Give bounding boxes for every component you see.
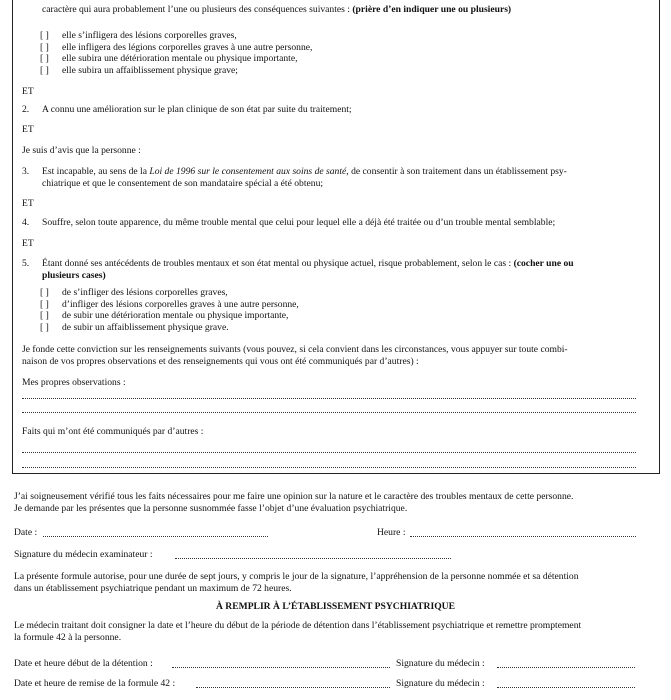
checkbox-item[interactable]: [ ] elle subira un affaiblissement physique grave; [40,65,238,77]
hospital-paragraph: Le médecin traitant doit consigner la date et l’heure du début de la période de détention dans l’établissement psychiatrique et remettre promptement la formule 42 à la personne. [14,620,582,643]
others-facts-label: Faits qui m’ont été communiqués par d’autres : [22,426,204,437]
item-5: 5. Étant donné ses antécédents de troubles mentaux et son état mental ou physique actuel, risque probablement, selon le cas : (cocher une ou plusieurs cases) [22,258,574,281]
observation-line-1[interactable] [22,398,636,399]
remise-label: Date et heure de remise de la formule 42 : [14,678,176,689]
et-label: ET [22,198,34,209]
date-label: Date : [14,527,38,538]
checkbox-item[interactable]: [ ] elle infligera des légions corporelles graves à une autre personne, [40,41,313,53]
opinion-line: Je suis d’avis que la personne : [22,145,141,156]
observation-line-2[interactable] [22,412,636,413]
checkbox-item[interactable]: [ ] de subir une détérioration mentale ou physique importante, [40,310,289,322]
detention-field[interactable] [172,667,390,668]
hour-field[interactable] [410,536,636,537]
et-label: ET [22,238,34,249]
checkbox-item[interactable]: [ ] elle subira une détérioration mentale ou physique importante, [40,53,298,65]
item-4: 4. Souffre, selon toute apparence, du même trouble mental que celui pour lequel elle a déjà été traitée ou d’un trouble mental semblable; [22,217,556,228]
signature-label: Signature du médecin examinateur : [14,549,153,560]
consequence-list-b [40,287,299,334]
checkbox-item[interactable]: [ ] de subir un affaiblissement physique grave. [40,322,229,334]
checkbox-item[interactable]: [ ] d’infliger des lésions corporelles graves à une autre personne, [40,298,299,310]
section-title: À REMPLIR À L’ÉTABLISSEMENT PSYCHIATRIQUE [215,601,455,612]
doctor-signature-field-2[interactable] [497,687,635,688]
remise-field[interactable] [196,687,390,688]
et-label: ET [22,86,34,97]
intro-line: caractère qui aura probablement l’une ou plusieurs des conséquences suivantes : (prière d’en indiquer une ou plusieurs) [42,4,512,15]
et-label: ET [22,124,34,135]
consequence-list-a [40,30,312,77]
doctor-signature-label: Signature du médecin : [396,658,485,669]
item-2: 2. A connu une amélioration sur le plan clinique de son état par suite du traitement; [22,104,352,115]
doctor-signature-field[interactable] [497,667,635,668]
hour-label: Heure : [377,527,406,538]
signature-field[interactable] [175,558,451,559]
doctor-signature-label-2: Signature du médecin : [396,678,485,689]
checkbox-item[interactable]: [ ] elle s’infligera des lésions corporelles graves, [40,30,237,41]
others-line-2[interactable] [22,467,636,468]
item-3: 3. Est incapable, au sens de la Loi de 1996 sur le consentement aux soins de santé, de consentir à son traitement dans un établissement psy- chiatrique et que le consentement de son mandataire spécial a été obtenu; [22,166,567,189]
detention-label: Date et heure début de la détention : [14,658,153,669]
others-line-1[interactable] [22,452,636,453]
own-observations-label: Mes propres observations : [22,377,126,388]
authorization-paragraph: La présente formule autorise, pour une durée de sept jours, y compris le jour de la signature, l’appréhension de la personne nommée et sa détention dans un établissement psychiatrique pendant un maximum de 72 heures. [14,571,579,594]
basis-paragraph: Je fonde cette conviction sur les renseignements suivants (vous pouvez, si cela convient dans les circonstances, vous appuyer sur toute combi- naison de vos propres observations et des renseignements qui vous ont été communiqués par d’autres) : [22,344,568,367]
date-field[interactable] [43,536,268,537]
checkbox-item[interactable]: [ ] de s’infliger des lésions corporelles graves, [40,287,228,298]
verification-paragraph: J’ai soigneusement vérifié tous les faits nécessaires pour me faire une opinion sur la nature et le caractère des troubles mentaux de cette personne. Je demande par les présentes que la personne susnommée fasse l’objet d’une évaluation psychiatrique. [14,491,574,514]
